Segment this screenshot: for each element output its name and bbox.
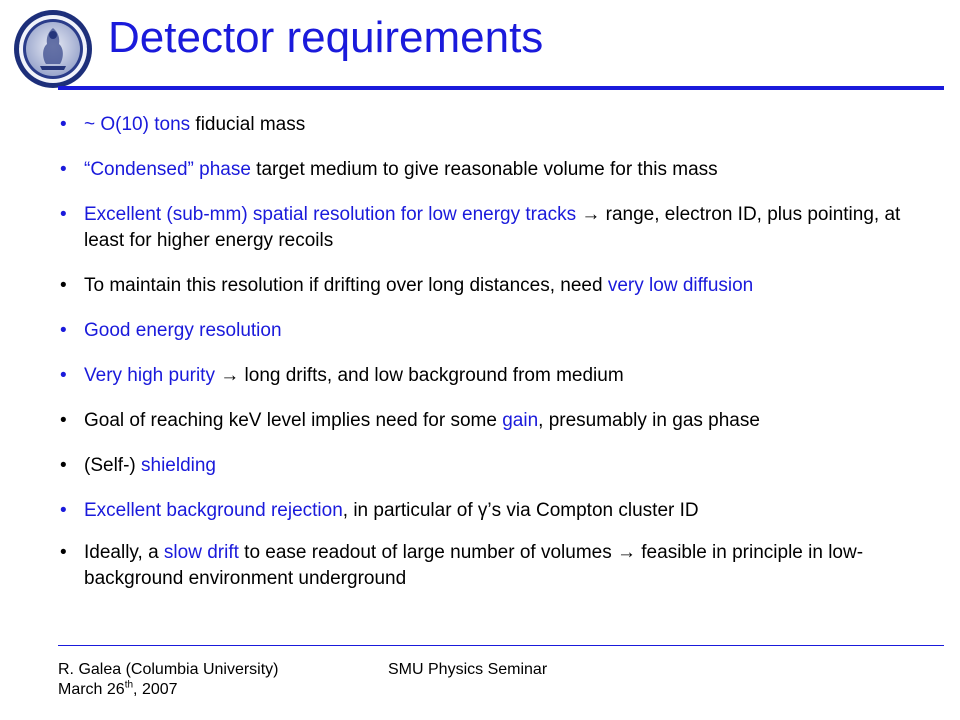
bullet-dot: • (60, 114, 67, 135)
bullet-text-segment: shielding (141, 455, 216, 476)
bullet-item (58, 453, 908, 479)
bullet-item (58, 202, 908, 254)
bullet-text-segment: (Self-) (84, 455, 141, 476)
bullet-text-segment: gain (502, 410, 539, 431)
footer-event: SMU Physics Seminar (388, 661, 548, 678)
bullet-text-segment: fiducial mass (190, 114, 306, 135)
bullet-item (58, 498, 908, 524)
bullet-dot: • (60, 159, 67, 180)
bullet-text-segment: Good energy resolution (84, 320, 282, 341)
bullet-text-segment: ~ O(10) tons (84, 114, 191, 135)
footer-date (58, 680, 279, 700)
footer-author: R. Galea (Columbia University) (58, 661, 279, 678)
slide-title: Detector requirements (108, 13, 544, 62)
bullet-text-segment: very low diffusion (607, 275, 754, 296)
bullet-item (58, 157, 908, 183)
bullet-text-segment: slow drift (163, 542, 239, 563)
bullet-item (58, 112, 908, 138)
bullet-dot: • (60, 500, 67, 521)
bullet-text-segment: Very high purity (84, 365, 215, 386)
footer-date-suffix: , 2007 (133, 681, 178, 698)
bullet-text-segment: , in particular of γ’s via Compton cluster ID (342, 500, 699, 521)
bullet-dot: • (60, 455, 67, 476)
title-underline (58, 86, 944, 90)
bullet-text-segment: target medium to give reasonable volume for this mass (250, 159, 718, 180)
bullet-text-segment: Excellent background rejection (84, 500, 343, 521)
bullet-dot: • (60, 365, 67, 386)
bullet-item (58, 318, 908, 344)
bullet-text-segment: Ideally, a (84, 542, 164, 563)
bullet-text-segment: → long drifts, and low background from medium (214, 365, 624, 386)
footer-divider (58, 645, 944, 646)
bullet-dot: • (60, 320, 67, 341)
bullet-text-segment: to ease readout of large number of volumes → feasible in principle in low-background environment underground (84, 542, 864, 589)
footer-credits (58, 660, 279, 700)
university-seal-icon (12, 8, 94, 90)
footer-date-prefix: March 26 (58, 681, 125, 698)
bullet-item (58, 273, 908, 299)
bullet-list (58, 112, 908, 611)
bullet-item (58, 363, 908, 389)
bullet-dot: • (60, 275, 67, 296)
bullet-dot: • (60, 542, 67, 563)
bullet-item (58, 408, 908, 434)
bullet-dot: • (60, 410, 67, 431)
bullet-text-segment: → range, electron ID, plus pointing, at least for higher energy recoils (84, 204, 901, 251)
bullet-text-segment: To maintain this resolution if drifting over long distances, need (84, 275, 608, 296)
bullet-text-segment: , presumably in gas phase (538, 410, 760, 431)
bullet-dot: • (60, 204, 67, 225)
bullet-item (58, 540, 908, 592)
bullet-text-segment: Excellent (sub-mm) spatial resolution for low energy tracks (84, 204, 577, 225)
bullet-text-segment: Goal of reaching keV level implies need for some (84, 410, 503, 431)
footer-date-sup: th (124, 679, 134, 691)
bullet-text-segment: “Condensed” phase (84, 159, 251, 180)
